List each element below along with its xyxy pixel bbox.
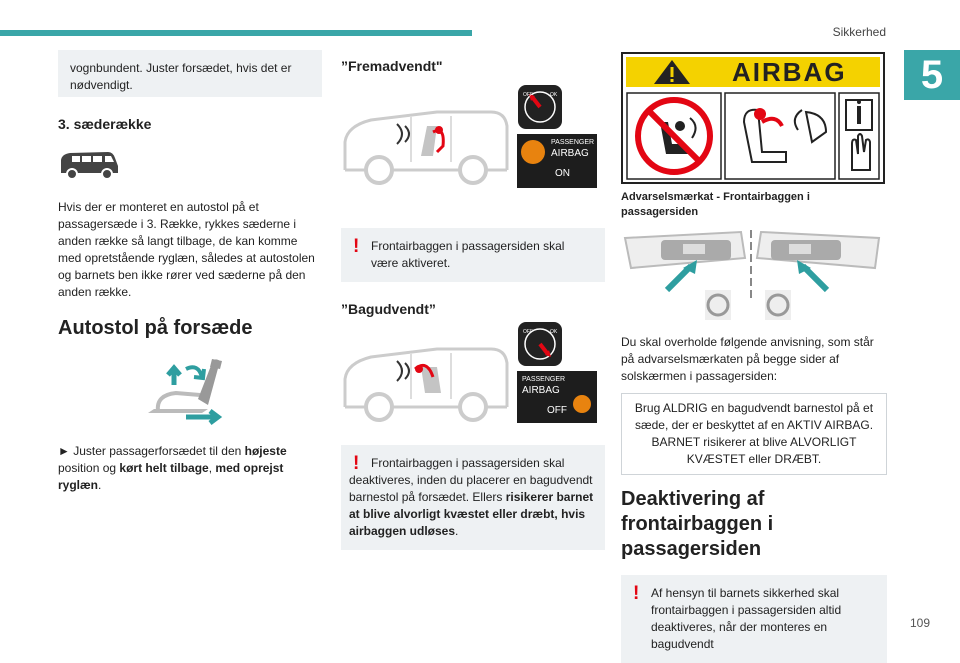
rear-warning-text: Frontairbaggen i passagersiden skal deaktiveres, inden du placerer en bagudvendt barnestol på forsædet. Ellers risikerer barnet at blive alvorligt kvæstet eller dræbt, hvis airbaggen udløses. — [349, 456, 594, 538]
chapter-number: 5 — [904, 50, 960, 100]
exclamation-icon: ! — [633, 583, 640, 604]
panel-on-line2: AIRBAG — [551, 148, 589, 159]
panel-off-state: OFF — [547, 405, 567, 416]
airbag-dial-on — [517, 84, 563, 130]
column-1 — [58, 50, 322, 494]
note-box: vognbundent. Juster forsædet, hvis det er nødvendigt. — [58, 50, 322, 97]
label-intro: Du skal overholde følgende anvisning, som står på advarselsmærkaten på begge sider af solskærmen i passagersiden: — [621, 335, 874, 383]
deactivation-heading: Deaktivering af frontairbaggen i passagersiden — [621, 488, 774, 560]
exclamation-icon: ! — [353, 453, 360, 474]
boxed-warning: Brug ALDRIG en bagudvendt barnestol på et sæde, der er beskyttet af en AKTIV AIRBAG. BARNET risikerer at blive ALVORLIGT KVÆSTET eller DRÆBT. — [621, 393, 887, 475]
rear-van-illustration — [341, 343, 511, 425]
seat-instruction: ► Juster passagerforsædet til den højeste position og kørt helt tilbage, med oprejst ryglæn. — [58, 444, 287, 492]
front-seat-heading: Autostol på forsæde — [58, 317, 253, 339]
forward-figure — [341, 84, 605, 214]
label-caption: Advarselsmærkat - Frontairbaggen i passagersiden — [621, 191, 810, 218]
page-number: 109 — [909, 616, 930, 630]
dial-off-label: OFF — [523, 92, 533, 98]
no-rear-facing-seat-icon — [638, 100, 710, 172]
seat-adjust-icon — [128, 355, 228, 425]
airbag-dial-off — [517, 321, 563, 367]
airbag-off-panel — [517, 371, 597, 423]
airbag-label-text: AIRBAG — [732, 56, 847, 87]
column-3 — [621, 50, 887, 663]
forward-van-illustration — [341, 106, 511, 188]
airbag-off-lamp-icon — [573, 395, 591, 413]
forward-facing-heading: ”Fremadvendt" — [341, 58, 443, 74]
deactivation-warning — [621, 575, 887, 663]
van-side-icon — [58, 146, 322, 186]
rear-figure — [341, 327, 605, 431]
forward-warning-text: Frontairbaggen i passagersiden skal være aktiveret. — [371, 239, 565, 270]
forward-warning — [341, 228, 605, 282]
dial-ok-label: OK — [550, 92, 558, 98]
dial-ok-label: OK — [550, 329, 558, 335]
airbag-deploy-icon — [744, 108, 826, 162]
airbag-label-banner — [626, 57, 880, 87]
dial-off-label: OFF — [523, 329, 533, 335]
rear-warning — [341, 445, 605, 550]
airbag-on-panel — [517, 134, 597, 188]
row3-text: Hvis der er monteret en autostol på et passagersæde i 3. Række, rykkes sæderne i anden række så langt tilbage, de kan komme med opretstående ryglæn, således at autostolen og barnets ben ikke rører ved sæderne på den anden række. — [58, 200, 315, 299]
column-2 — [341, 50, 605, 550]
airbag-warning-label — [621, 52, 885, 184]
header-accent-bar — [0, 30, 472, 36]
warning-triangle-icon — [652, 58, 692, 86]
section-title: Sikkerhed — [832, 25, 886, 39]
rear-facing-heading: ”Bagudvendt” — [341, 301, 436, 317]
panel-on-line1: PASSENGER — [551, 139, 595, 146]
deactivation-warning-text: Af hensyn til barnets sikkerhed skal frontairbaggen i passagersiden altid deaktiveres, når der monteres en bagudvendt — [651, 586, 842, 651]
exclamation-icon: ! — [353, 236, 360, 257]
panel-off-line1: PASSENGER — [522, 376, 566, 383]
row3-heading: 3. sæderække — [58, 116, 152, 132]
panel-off-line2: AIRBAG — [522, 385, 560, 396]
panel-on-state: ON — [555, 168, 570, 179]
airbag-warning-lamp-icon — [521, 140, 545, 164]
sun-visor-illustration — [621, 228, 885, 324]
read-manual-icon — [846, 100, 872, 170]
